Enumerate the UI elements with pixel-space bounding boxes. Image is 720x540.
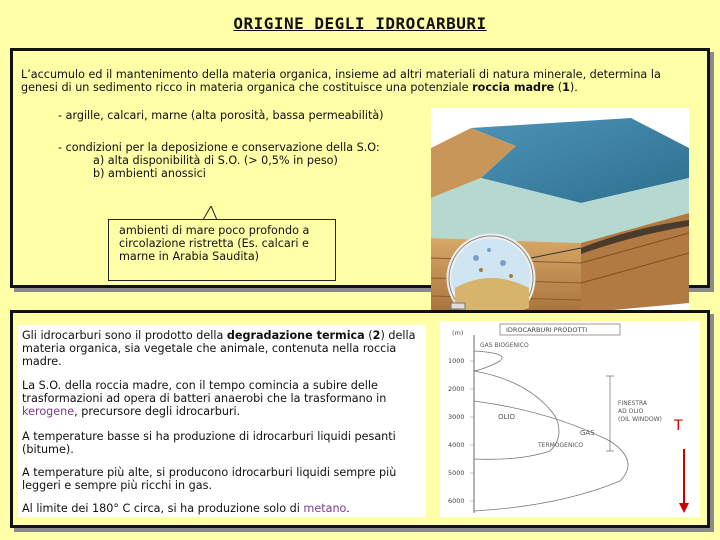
condition-a: a) alta disponibilità di S.O. (> 0,5% in peso) xyxy=(93,154,338,167)
para2-end: , precursore degli idrocarburi. xyxy=(74,405,241,418)
temperature-label: T xyxy=(674,418,683,434)
depth-tick: 3000 xyxy=(448,413,465,421)
hydrocarbon-generation-diagram xyxy=(440,321,700,517)
condition-b: b) ambienti anossici xyxy=(93,167,206,180)
callout-pointer xyxy=(203,206,217,220)
depth-ticks xyxy=(448,357,465,505)
label-thermogenic: TERMOGENICO xyxy=(538,442,584,449)
para1-end: ) della materia organica, sia vegetale che animale, contenuta nella roccia madre. xyxy=(22,329,416,368)
intro-paren: ( xyxy=(554,81,563,94)
para-degradation xyxy=(22,329,418,368)
link-kerogene[interactable]: kerogene xyxy=(22,405,75,418)
link-metano[interactable]: metano xyxy=(303,502,347,515)
para-kerogen xyxy=(22,379,418,418)
depth-tick: 4000 xyxy=(448,441,465,449)
callout-environments: ambienti di mare poco profondo a circolazione ristretta (Es. calcari e marne in Arabia Saudita) xyxy=(108,219,336,281)
para2-text: La S.O. della roccia madre, con il tempo comincia a subire delle trasformazioni ad opera di batteri anaerobi che la trasformano in xyxy=(22,379,387,405)
label-window-2: AD OLIO xyxy=(618,408,644,415)
intro-end: ). xyxy=(569,81,578,94)
depth-tick: 5000 xyxy=(448,469,465,477)
para-methane xyxy=(22,502,418,515)
para-low-temp: A temperature basse si ha produzione di idrocarburi liquidi pesanti (bitume). xyxy=(22,430,396,456)
label-gas: GAS xyxy=(580,429,595,437)
para-high-temp: A temperature più alte, si producono idrocarburi liquidi sempre più leggeri e sempre più ricchi in gas. xyxy=(22,466,397,492)
bullet-rocks: - argille, calcari, marne (alta porosità, bassa permeabilità) xyxy=(58,109,384,122)
para5-text: Al limite dei 180° C circa, si ha produzione solo di xyxy=(22,502,304,515)
depth-unit-label: (m) xyxy=(452,329,464,337)
intro-text: L’accumulo ed il mantenimento della materia organica, insieme ad altri materiali di natura minerale, determina la genesi di un sedimento ricco in materia organica che costituisce una potenziale xyxy=(21,68,661,94)
basin-block-diagram xyxy=(431,108,689,313)
label-oil: OLIO xyxy=(498,413,515,421)
depth-tick: 6000 xyxy=(448,497,465,505)
intro-paragraph xyxy=(21,68,697,94)
label-window-3: (OIL WINDOW) xyxy=(618,416,662,423)
sedimentary-basin-illustration xyxy=(431,108,689,313)
para1-text: Gli idrocarburi sono il prodotto della xyxy=(22,329,227,342)
diagram-header: IDROCARBURI PRODOTTI xyxy=(506,326,588,334)
oil-window-chart xyxy=(440,321,700,517)
ref-2: 2 xyxy=(372,329,381,342)
arrow-head xyxy=(679,503,689,513)
panel-source-rock xyxy=(10,48,710,288)
depth-tick: 1000 xyxy=(448,357,465,365)
para5-end: . xyxy=(346,502,350,515)
thermal-text-box xyxy=(18,325,426,517)
bullet-conditions: - condizioni per la deposizione e conservazione della S.O: xyxy=(58,141,380,154)
page-title: ORIGINE DEGLI IDROCARBURI xyxy=(233,14,487,33)
label-gas-biogenic: GAS BIOGENICO xyxy=(480,342,529,349)
label-window-1: FINESTRA xyxy=(618,400,648,407)
panel-thermal-degradation xyxy=(10,310,710,528)
term-roccia-madre: roccia madre xyxy=(472,81,555,94)
term-degradazione-termica: degradazione termica xyxy=(226,329,365,342)
para1-paren: ( xyxy=(364,329,373,342)
depth-tick: 2000 xyxy=(448,385,465,393)
ref-1: 1 xyxy=(562,81,570,94)
